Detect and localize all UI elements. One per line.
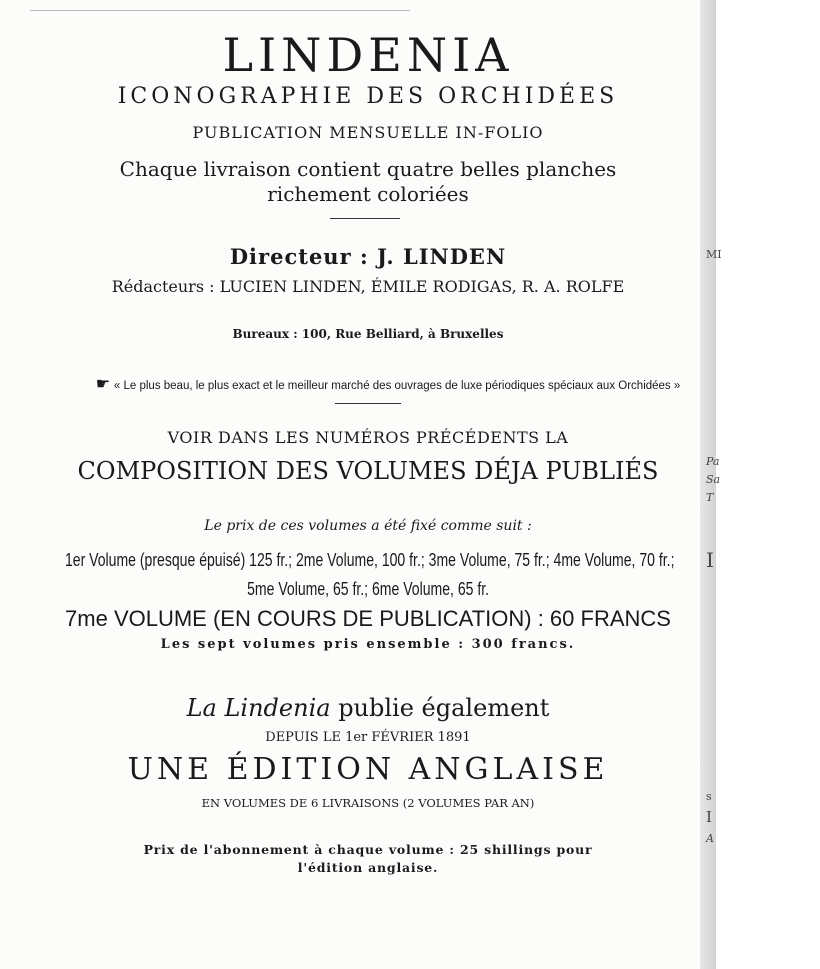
margin-fragment: Pa xyxy=(706,455,720,468)
director: Directeur : J. LINDEN xyxy=(229,244,507,269)
quote: « Le plus beau, le plus exact et le meilleur marché des ouvrages de luxe périodiques spéciaux aux Orchidées » xyxy=(113,380,681,392)
volume-7-price: 7me VOLUME (EN COURS DE PUBLICATION) : 60 FRANCS xyxy=(65,606,671,631)
margin-fragment: MI xyxy=(706,248,722,261)
since-date: DEPUIS LE 1er FÉVRIER 1891 xyxy=(265,730,471,745)
volume-prices-line xyxy=(0,579,736,600)
see-previous: VOIR DANS LES NUMÉROS PRÉCÉDENTS LA xyxy=(167,428,569,447)
margin-fragment: A xyxy=(706,832,714,845)
subscription-price: l'édition anglaise. xyxy=(297,860,439,875)
intro-text: publie également xyxy=(330,694,550,722)
subtitle: ICONOGRAPHIE DES ORCHIDÉES xyxy=(117,84,619,109)
volume-prices: 1er Volume (presque épuisé) 125 fr.; 2me Volume, 100 fr.; 3me Volume, 75 fr.; 4me Volume, 70 fr.; xyxy=(65,550,675,570)
divider xyxy=(330,218,400,219)
composition-heading: COMPOSITION DES VOLUMES DÉJA PUBLIÉS xyxy=(77,457,659,485)
description-line: richement coloriées xyxy=(267,182,469,206)
margin-fragment: s xyxy=(706,790,712,803)
divider xyxy=(335,403,401,404)
offices-address: Bureaux : 100, Rue Belliard, à Bruxelles xyxy=(232,327,504,341)
english-edition-heading: UNE ÉDITION ANGLAISE xyxy=(127,752,609,787)
english-edition-intro xyxy=(0,694,736,722)
price-intro: Le prix de ces volumes a été fixé comme suit : xyxy=(204,518,532,534)
all-volumes-price: Les sept volumes pris ensemble : 300 francs. xyxy=(160,637,576,652)
publication-frequency: PUBLICATION MENSUELLE IN-FOLIO xyxy=(192,123,544,142)
divider xyxy=(30,10,410,11)
volumes-info: EN VOLUMES DE 6 LIVRAISONS (2 VOLUMES PAR AN) xyxy=(201,796,535,810)
editors: Rédacteurs : LUCIEN LINDEN, ÉMILE RODIGAS, R. A. ROLFE xyxy=(111,277,625,296)
lindenia-name: La Lindenia xyxy=(186,694,331,722)
description-line: Chaque livraison contient quatre belles planches xyxy=(119,157,617,181)
margin-fragment: Sa xyxy=(706,473,721,486)
volume-prices-line xyxy=(0,550,820,571)
margin-fragment: I xyxy=(706,808,712,826)
volume-prices: 5me Volume, 65 fr.; 6me Volume, 65 fr. xyxy=(247,579,489,599)
quote-line xyxy=(20,374,756,393)
subscription-price: Prix de l'abonnement à chaque volume : 25 shillings pour xyxy=(143,842,593,857)
pointing-hand-icon: ☛ xyxy=(95,374,111,393)
margin-fragment: I xyxy=(706,548,714,572)
margin-fragment: T xyxy=(706,491,714,504)
title: LINDENIA xyxy=(222,28,514,82)
